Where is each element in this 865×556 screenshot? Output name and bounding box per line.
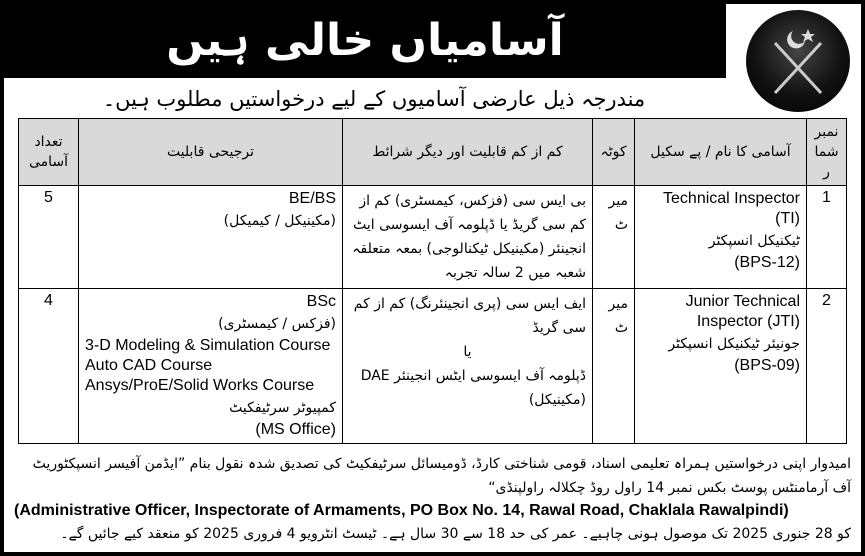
table-row: [19, 289, 847, 444]
table-header-row: [19, 119, 847, 186]
ms-office: (MS Office): [255, 421, 336, 438]
col-min-qualification: کم از کم قابلیت اور دیگر شرائط: [343, 119, 593, 186]
min-qualification: بی ایس سی (فزکس، کیمسٹری) کم از کم سی گریڈ یا ڈپلومہ آف ایسوسی ایٹ انجینئر (مکینیکل ٹیکنالوجی) بمعہ متعلقہ شعبہ میں 2 سالہ تجربہ: [343, 186, 593, 289]
table-row: [19, 186, 847, 289]
pay-scale: (BPS-12): [734, 254, 800, 271]
vacancies-table: [18, 118, 847, 444]
subtitle: مندرجہ ذیل عارضی آسامیوں کے لیے درخواستیں مطلوب ہیں۔: [102, 87, 646, 111]
min-qualification-or: یا: [463, 344, 472, 360]
headline-banner: [4, 4, 726, 78]
col-post: آسامی کا نام / پے سکیل: [635, 119, 807, 186]
col-serial: نمبر شمار: [807, 119, 847, 186]
col-preferred-qualification: ترجیحی قابلیت: [79, 119, 343, 186]
min-qualification-1: ایف ایس سی (پری انجینئرنگ) کم از کم سی گریڈ: [353, 296, 586, 336]
pref-degree: BE/BS: [288, 190, 336, 207]
application-instructions: [14, 452, 851, 546]
mailing-address: (Administrative Officer, Inspectorate of Armaments, PO Box No. 14, Rawal Road, Chaklala Rawalpindi): [14, 502, 789, 519]
crossed-swords-emblem-icon: [746, 10, 850, 112]
instructions-line-3: کو 28 جنوری 2025 تک موصول ہونی چاہیے۔ عمر کی حد 18 سے 30 سال ہے۔ ٹیسٹ انٹرویو 4 فروری 2025 کو منعقد کیے جائیں گے۔: [60, 526, 851, 542]
pref-discipline: (فزکس / کیمسٹری): [218, 316, 336, 332]
col-quota: کوٹہ: [593, 119, 635, 186]
post-name-en: Junior Technical Inspector (JTI): [685, 293, 800, 330]
serial: 1: [807, 186, 847, 289]
post-name-ur: ٹیکنیکل انسپکٹر: [708, 233, 800, 249]
col-vacancy-count: تعداد آسامی: [19, 119, 79, 186]
headline-title: آسامیاں خالی ہیں: [166, 15, 564, 66]
min-qualification-2: ڈپلومہ آف ایسوسی ایٹس انجینئر DAE (مکینیکل): [360, 368, 586, 408]
pref-discipline: (مکینیکل / کیمیکل): [223, 213, 336, 229]
vacancy-count: 5: [19, 186, 79, 289]
vacancy-count: 4: [19, 289, 79, 444]
pref-course: Ansys/ProE/Solid Works Course: [85, 377, 315, 394]
quota: میرٹ: [593, 289, 635, 444]
post-name-en: Technical Inspector (TI): [663, 190, 800, 227]
serial: 2: [807, 289, 847, 444]
header: [4, 4, 861, 78]
pref-course: Auto CAD Course: [85, 357, 213, 374]
quota: میرٹ: [593, 186, 635, 289]
pay-scale: (BPS-09): [734, 357, 800, 374]
pref-degree: BSc: [306, 293, 336, 310]
post-name-ur: جونیئر ٹیکنیکل انسپکٹر: [668, 336, 800, 352]
pref-course: 3-D Modeling & Simulation Course: [85, 337, 331, 354]
computer-certificate: کمپیوٹر سرٹیفکیٹ: [229, 400, 336, 416]
instructions-line-1: امیدوار اپنی درخواستیں ہمراہ تعلیمی اسناد، قومی شناختی کارڈ، ڈومیسائل سرٹیفکیٹ کی تصدیق شدہ نقول بنام ”ایڈمن آفیسر انسپکٹوریٹ آف آرمامنٹس پوسٹ بکس نمبر 14 راول روڈ چکلالہ راولپنڈی“: [32, 456, 851, 496]
